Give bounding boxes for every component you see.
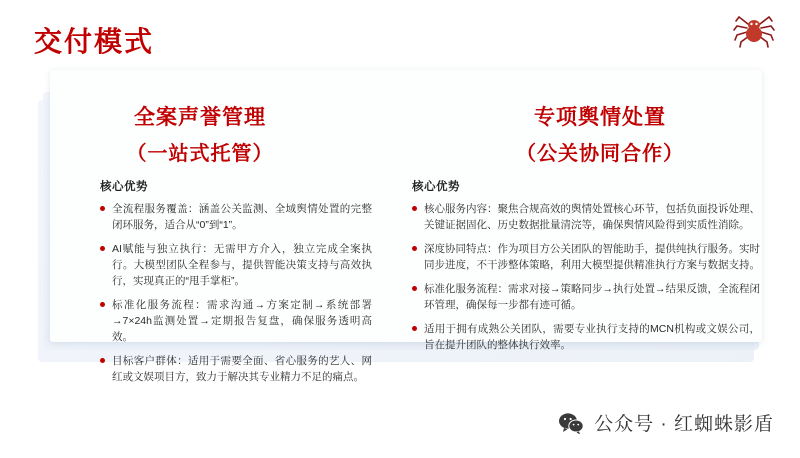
bullet-dot-icon <box>412 326 417 331</box>
column-right-bullets <box>412 201 760 353</box>
list-item <box>412 321 760 353</box>
column-left <box>0 178 400 393</box>
column-right-subtitle: 核心优势 <box>412 181 460 193</box>
column-left-bullets <box>100 201 372 385</box>
list-item-text: AI赋能与独立执行：无需甲方介入，独立完成全案执行。大模型团队全程参与，提供智能决策支持与高效执行，实现真正的“甩手掌柜”。 <box>112 243 372 287</box>
column-left-subtitle: 核心优势 <box>100 181 148 193</box>
bullet-dot-icon <box>100 358 105 363</box>
list-item <box>412 201 760 233</box>
list-item-text: 目标客户群体：适用于需要全面、省心服务的艺人、网红或文娱项目方，致力于解决其专业精力不足的痛点。 <box>112 355 372 383</box>
red-spider-logo <box>732 8 776 52</box>
list-item <box>100 241 372 289</box>
footer <box>558 409 774 436</box>
page-title: 交付模式 <box>34 26 155 57</box>
column-headings <box>0 100 800 172</box>
list-item-text: 标准化服务流程：需求沟通→方案定制→系统部署→7×24h监测处置→定期报告复盘，确保服务透明高效。 <box>112 299 372 343</box>
list-item-text: 全流程服务覆盖：涵盖公关监测、全域舆情处置的完整闭环服务，适合从“0”到“1”。 <box>112 203 372 231</box>
heading-left <box>0 100 400 172</box>
wechat-icon <box>558 412 584 434</box>
bullet-dot-icon <box>100 246 105 251</box>
column-right <box>400 178 800 393</box>
heading-right-line1: 专项舆情处置 <box>534 106 666 129</box>
list-item-text: 核心服务内容：聚焦合规高效的舆情处置核心环节，包括负面投诉处理、关键证据固化、历史数据批量清浣等，确保舆情风险得到实质性消除。 <box>424 203 760 231</box>
bullet-dot-icon <box>100 302 105 307</box>
list-item <box>412 241 760 273</box>
list-item <box>100 201 372 233</box>
bullet-dot-icon <box>412 246 417 251</box>
content-columns <box>0 178 800 393</box>
list-item <box>412 281 760 313</box>
bullet-dot-icon <box>412 286 417 291</box>
bullet-dot-icon <box>412 206 417 211</box>
heading-right <box>400 100 800 172</box>
list-item <box>100 353 372 385</box>
heading-right-line2: （公关协同合作） <box>516 143 684 165</box>
list-item <box>100 297 372 345</box>
footer-text: 公众号 · 红蜘蛛影盾 <box>594 414 774 435</box>
list-item-text: 标准化服务流程：需求对接→策略同步→执行处置→结果反馈，全流程闭环管理，确保每一步都有迹可循。 <box>424 283 760 311</box>
heading-left-line1: 全案声誉管理 <box>134 106 266 129</box>
list-item-text: 适用于拥有成熟公关团队，需要专业执行支持的MCN机构或文娱公司，旨在提升团队的整体执行效率。 <box>424 323 760 351</box>
heading-left-line2: （一站式托管） <box>126 143 274 165</box>
bullet-dot-icon <box>100 206 105 211</box>
list-item-text: 深度协同特点：作为项目方公关团队的智能助手，提供纯执行服务。实时同步进度，不干涉整体策略，利用大模型提供精准执行方案与数据支持。 <box>424 243 760 271</box>
